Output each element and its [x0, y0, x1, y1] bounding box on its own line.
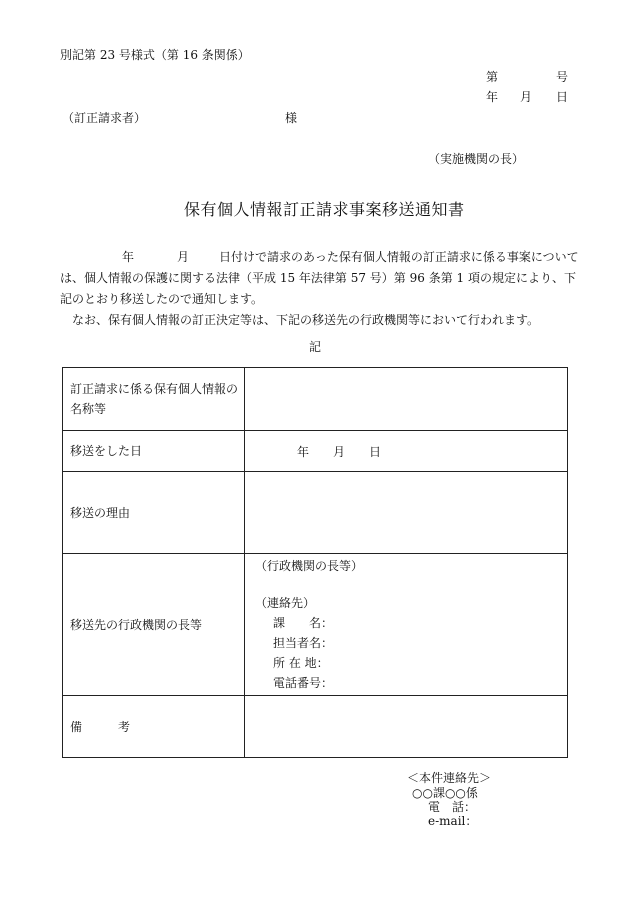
notice-paragraph-2-text: なお、保有個人情報の訂正決定等は、下記の移送先の行政機関等において行われます。: [72, 313, 540, 327]
table-row-transfer-date: [63, 431, 568, 472]
notice-body: [60, 247, 580, 331]
information-name-value: [245, 368, 568, 431]
contact-phone: 電 話：: [428, 800, 477, 814]
table-row-transfer-reason: [63, 472, 568, 554]
contact-email: e-mail：: [428, 814, 478, 828]
destination-head: （行政機関の長等）: [255, 559, 364, 573]
transfer-date-year: 年: [297, 444, 310, 459]
transfer-date-value: [245, 431, 568, 472]
transfer-details-table: [62, 367, 568, 758]
document-title: 保有個人情報訂正請求事案移送通知書: [184, 200, 465, 219]
sender-label: （実施機関の長）: [428, 152, 525, 166]
destination-phone: 電話番号：: [273, 676, 334, 690]
document-number-prefix: 第: [486, 70, 499, 84]
table-row-remarks: [63, 696, 568, 758]
transfer-reason-label: 移送の理由: [63, 472, 245, 554]
information-name-label: 訂正請求に係る保有個人情報の名称等: [63, 368, 245, 431]
document-number-suffix: 号: [556, 70, 569, 84]
remarks-value: [245, 696, 568, 758]
destination-label: 移送先の行政機関の長等: [63, 554, 245, 696]
ki-heading: 記: [309, 340, 322, 354]
addressee-label: （訂正請求者）: [62, 111, 147, 125]
transfer-date-month: 月: [333, 444, 346, 459]
destination-contact-heading: （連絡先）: [255, 596, 316, 610]
table-row-destination: [63, 554, 568, 696]
destination-value: [245, 554, 568, 696]
transfer-date-day: 日: [369, 444, 382, 459]
issue-date-day: 日: [556, 90, 569, 104]
contact-title: ＜本件連絡先＞: [407, 771, 492, 785]
notice-date-month: 月: [177, 250, 190, 264]
notice-paragraph-2: [60, 310, 580, 331]
destination-section: 課 名：: [273, 616, 334, 630]
issue-date-year: 年: [486, 90, 499, 104]
remarks-label: 備 考: [63, 696, 245, 758]
notice-date-year: 年: [122, 250, 135, 264]
form-id: 別記第 23 号様式（第 16 条関係）: [60, 48, 250, 62]
transfer-reason-value: [245, 472, 568, 554]
destination-person: 担当者名：: [273, 636, 334, 650]
table-row-information-name: [63, 368, 568, 431]
addressee-honorific: 様: [285, 111, 298, 125]
contact-department: ○○課○○係: [412, 786, 478, 800]
notice-paragraph-1: [60, 247, 580, 310]
issue-date-month: 月: [520, 90, 533, 104]
transfer-date-label: 移送をした日: [63, 431, 245, 472]
destination-address: 所 在 地：: [273, 656, 329, 670]
notice-paragraph-1-text: 日付けで請求のあった保有個人情報の訂正請求に係る事案については、個人情報の保護に関する法律（平成 15 年法律第 57 号）第 96 条第 1 項の規定により、下記のとおり移送したので通知します。: [60, 250, 579, 306]
